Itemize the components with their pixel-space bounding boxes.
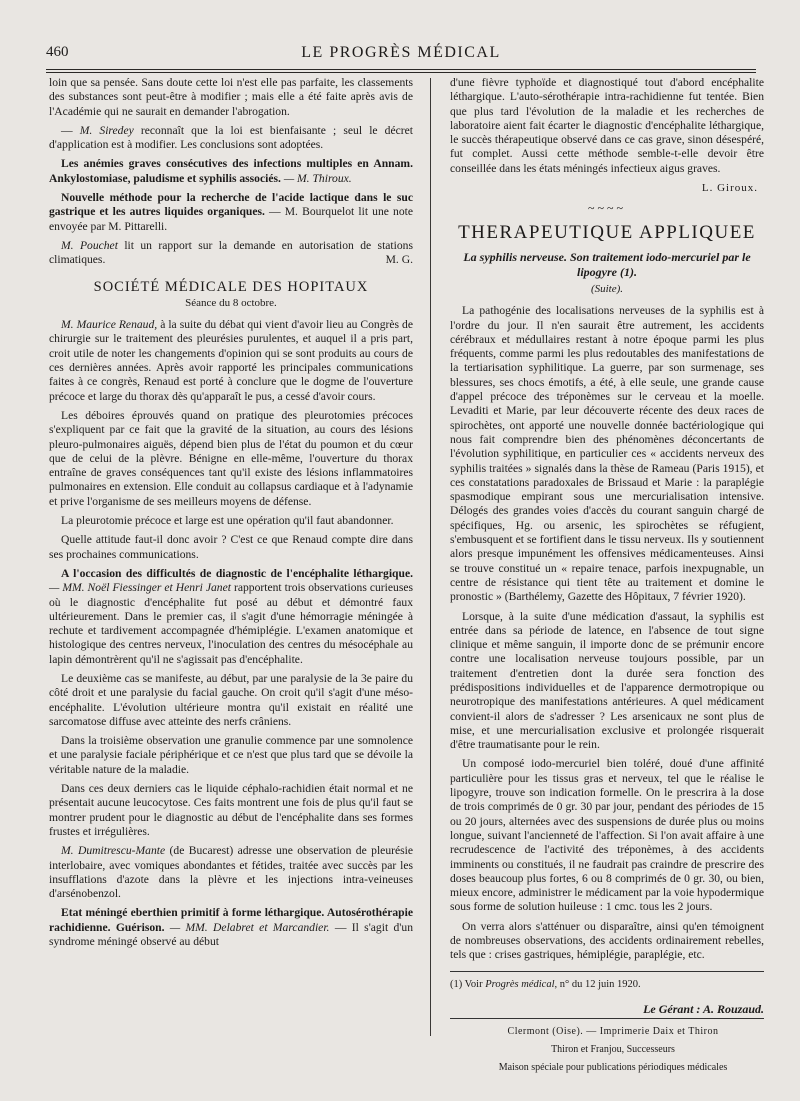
author-name: M. Dumitrescu-Mante (61, 844, 166, 858)
column-divider (430, 78, 431, 1036)
imprint-rule (450, 1018, 764, 1019)
running-title: LE PROGRÈS MÉDICAL (301, 44, 501, 61)
paragraph: Dans la troisième observation une granulie commence par une somnolence et une paralysie faciale périphérique et ce n'est que plus tard que se dévoile la véritable nature de la maladie. (49, 734, 413, 776)
ornament-divider: ~~~~ (588, 201, 626, 216)
footnote-number: (1) Voir (450, 978, 483, 990)
left-column (49, 76, 413, 954)
author-name: — MM. Noël Fiessinger et Henri Janet (49, 581, 231, 595)
communication-title: Etat méningé eberthien primitif à forme léthargique. Autosérothérapie rachidienne. Guérison. (49, 906, 413, 934)
paragraph (49, 906, 413, 949)
communication-title: A l'occasion des difficultés de diagnostic de l'encéphalite léthargique. (61, 566, 413, 580)
paragraph (49, 157, 413, 186)
paragraph (49, 318, 413, 404)
author-name: M. Maurice Renaud, (61, 318, 158, 332)
paragraph: Le deuxième cas se manifeste, au début, par une paralysie de la 3e paire du côté droit et une paralysie du facial gauche. On croit qu'il s'agit d'une méso-encéphalite. L'évolution ultérieure montra qu'il existait en réalité une sarcomatose diffuse avec atteinte des nerfs crâniens. (49, 671, 413, 728)
communication-title: Les anémies graves consécutives des infections multiples en Annam. Ankylostomiase, paludisme et syphilis associés. (49, 157, 413, 185)
page-number: 460 (46, 44, 69, 60)
paragraph: Les déboires éprouvés quand on pratique des pleurotomies précoces s'expliquent par ce fait que la gravité de la situation, au cours des lésions pleuro-pulmonaires aiguës, dépend bien plus de l'état du poumon et du cœur que de celui de la plèvre. Bénigne en elle-même, l'ouverture du thorax entraîne de graves conséquences tant qu'il existe des lésions inflammatoires pulmonaires en extension. Elle conduit au collapsus cardiaque et à l'adynamie et prive l'organisme de ses meilleurs moyens de défense. (49, 408, 413, 508)
page-header (46, 44, 756, 68)
paragraph: loin que sa pensée. Sans doute cette loi n'est elle pas parfaite, les classements des substances sont peut-être à modifier ; mais elle a été faite après avis de l'Académie qui ne saurait en demander l'abrogation. (49, 76, 413, 118)
right-column (450, 76, 764, 1079)
paragraph-text: rapportent trois observations curieuses où le diagnostic d'encéphalite fut posé au début et démontré faux ultérieurement. Dans le premier cas, il s'agit d'une hémorragie méningée à rechute et tardivement accompagnée d'hémiplégie. L'examen anatomique et histologique des centres nerveux, l'inoculation des centres du mésocéphale au lapin démontrèrent qu'il ne s'agissait pas d'encéphalite. (49, 581, 413, 666)
author-signature: L. Giroux. (701, 182, 758, 195)
author-name: M. Siredey (79, 123, 134, 137)
author-name: — MM. Delabret et Marcandier. (169, 920, 330, 934)
publisher-manager: Le Gérant : A. Rouzaud. (643, 1001, 764, 1016)
header-rule (46, 69, 756, 70)
paragraph-text: — M. Bourquelot lit une note envoyée par M. Pittarelli. (49, 205, 413, 233)
paragraph-text: reconnaît que la loi est bienfaisante ; seul le décret d'application est à modifier. Les conclusions sont adoptées. (49, 123, 414, 152)
paragraph: — M. Siredey reconnaît que la loi est bienfaisante ; seul le décret d'application est à modifier. Les conclusions sont adoptées. (49, 123, 414, 152)
paragraph-text: lit un rapport sur la demande en autorisation de stations climatiques. (49, 238, 413, 267)
paragraph (49, 239, 413, 268)
article-subtitle: (Suite). (590, 282, 624, 295)
paragraph-text: (de Bucarest) adresse une observation de pleurésie interlobaire, avec vomiques abondantes et fétides, traitée avec succès par les insufflations d'azote dans la plèvre et les injections intra-veineuses d'arsénobenzol. (49, 844, 413, 901)
communication-title: Nouvelle méthode pour la recherche de l'acide lactique dans le suc gastrique et les autres liquides organiques. (49, 191, 413, 219)
paragraph (49, 844, 413, 901)
footnote-rule (450, 971, 764, 972)
paragraph-text: à la suite du débat qui vient d'avoir lieu au Congrès de chirurgie sur le traitement des pleurésies purulentes, et auquel il a pris part, croit utile de noter les changements d'opinion qui se sont produits au cours de ces dernières années. Après avoir rapporté les principales communications faites à ce congrès, Renaud est porté à conclure que le dogme de l'ouverture précoce et large du thorax dès qu'apparaît le pus, a cessé d'avoir cours. (49, 318, 413, 403)
section-title: SOCIÉTÉ MÉDICALE DES HOPITAUX (93, 278, 369, 295)
paragraph: La pleurotomie précoce et large est une opération qu'il faut abandonner. (61, 514, 394, 528)
author-name: — M. Thiroux. (283, 171, 352, 185)
paragraph: d'une fièvre typhoïde et diagnostiqué tout d'abord encéphalite léthargique. L'auto-sérothérapie intra-rachidienne fut tentée. Bien que plus tard l'évolution de la maladie et les recherches de laboratoire aient fait écarter le diagnostic d'encéphalite léthargique, le succès thérapeutique observé dans ce cas grave, sinon désespéré, fut complet. Aussi cette méthode semble-t-elle devoir être conseillée dans les états méningés infectieux aigus graves. (450, 76, 764, 175)
paragraph: La pathogénie des localisations nerveuses de la syphilis est à l'ordre du jour. Il n'en saurait être autrement, les accidents cérébraux et médullaires restant à notre époque parmi les plus fréquents, comme parmi les plus redoutables des manifestations de la tertiarisation syphilitique. La guerre, par son surmenage, ses blessures, ses chocs émotifs, a été, à elle seule, une grande cause d'appel précoce des tréponèmes sur le cerveau et la moelle. Levaditi et Marie, par leur découverte récente des deux races de spirochètes, ont apporté une nouvelle donnée bactériologique qui nous fait comprendre bien des phénomènes déconcertants de l'évolution syphilitique, en particulier ces « accidents nerveux des syphilis traitées » signalés dans la thèse de Rameau (Paris 1915), et ces constatations paradoxales de Brissaud et Marie : la paraplégie spasmodique empirant sous une mercurialisation intensive. Délogés des grandes voies d'accès du courant sanguin chargé de spécifiques, Hg. ou arsenic, les spirochètes se réfugient, s'embusquent et se fortifient dans le tissu nerveux. Ils y soutiennent alors presque impunément les offensives médicamenteuses. Ainsi se trouve constitué un « repaire tenace, parfois inexpugnable, un centre de résistance qui tient tête au traitement et domine le pronostic » (Barthélemy, Gazette des Hôpitaux, 7 février 1920). (450, 304, 764, 604)
initials-signature: M. G. (385, 253, 413, 267)
paragraph (49, 191, 413, 234)
paragraph: Dans ces deux derniers cas le liquide céphalo-rachidien était normal et ne présentait aucune leucocytose. Ces faits montrent une fois de plus qu'il faut se montrer prudent pour le diagnostic au début de l'encéphalite dans ses formes frustes et irrégulières. (49, 782, 413, 838)
paragraph: Un composé iodo-mercuriel bien toléré, doué d'une affinité particulière pour les tissus gras et nerveux, tel que le réalise le lipogyre, trouve son indication formelle. On le prescrira à la dose de trois comprimés de 0 gr. 30 par jour, pendant des périodes de 15 ou 20 jours, alternées avec des suspensions de durée plus ou moins longue, suivant l'ancienneté de l'affection. Si l'on avait affaire à une recrudescence de l'activité des tréponèmes, à des accidents imminents ou constitués, il ne faudrait pas craindre de prescrire des doses beaucoup plus fortes, 6 ou 8 comprimés de 0 gr. 30, ou bien, mieux encore, administrer le médicament par la voie hypodermique sous forme de solution huileuse : 1 cmc. tous les 2 jours. (450, 757, 764, 914)
paragraph-text: — Il s'agit d'un syndrome méningé observé au début (49, 920, 413, 949)
author-name: M. Pouchet (61, 238, 118, 252)
section-date: Séance du 8 octobre. (185, 296, 277, 309)
footnote-journal: Progrès médical (485, 978, 555, 990)
paragraph: Lorsque, à la suite d'une médication d'assaut, la syphilis est entrée dans sa période de latence, en l'absence de tout signe clinique et même sanguin, il importe donc de se prémunir encore contre une localisation nerveuse toujours possible, par un traitement d'entretien dont la durée sera fonction des prédispositions individuelles et de l'apparence dermotropique ou neurotropique des manifestations antérieures. A quel médicament convient-il alors de s'adresser ? Les arsenicaux ne sont plus de mise, et une mercurialisation exclusive et prolongée risquerait d'être traumatisante pour le rein. (450, 609, 764, 752)
footnote (450, 978, 764, 992)
header-rule-double (46, 72, 756, 73)
section-title: THERAPEUTIQUE APPLIQUEE (458, 221, 756, 243)
paragraph (49, 567, 413, 667)
paragraph: On verra alors s'atténuer ou disparaître, ainsi qu'en témoignent de nombreuses observations, des accidents ordinairement rebelles, tels que : crises gastriques, hémiplégie, paraplégie, etc. (450, 919, 764, 962)
paragraph: Quelle attitude faut-il donc avoir ? C'est ce que Renaud compte dire dans ses prochaines communications. (49, 533, 413, 561)
printer-specialty: Maison spéciale pour publications périodiques médicales (498, 1062, 728, 1074)
article-title: La syphilis nerveuse. Son traitement iodo-mercuriel par le lipogyre (1). (463, 249, 751, 279)
printer-line: Clermont (Oise). — Imprimerie Daix et Thiron (507, 1026, 719, 1038)
footnote-text: , n° du 12 juin 1920. (554, 978, 641, 990)
printer-successors: Thiron et Franjou, Successeurs (551, 1044, 675, 1056)
